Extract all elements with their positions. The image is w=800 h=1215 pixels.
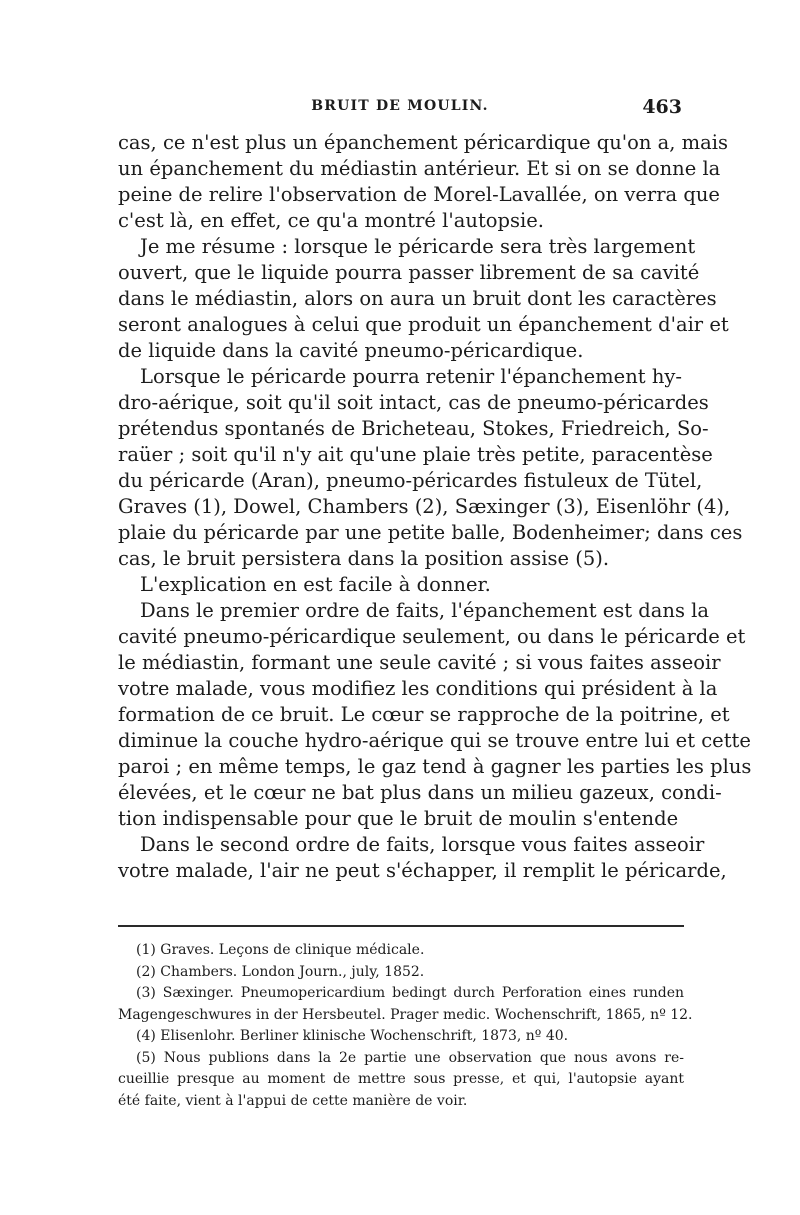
running-head: BRUIT DE MOULIN.	[311, 98, 489, 114]
text-line: cas, ce n'est plus un épanchement péricardique qu'on a, mais	[118, 131, 728, 154]
text-line: du péricarde (Aran), pneumo-péricardes fistuleux de Tütel,	[118, 469, 703, 492]
text-line: votre malade, l'air ne peut s'échapper, il remplit le péricarde,	[118, 859, 727, 882]
text-line: seront analogues à celui que produit un épanchement d'air et	[118, 313, 729, 336]
text-line: dro-aérique, soit qu'il soit intact, cas de pneumo-péricardes	[118, 391, 709, 414]
text-line: cas, le bruit persistera dans la position assise (5).	[118, 547, 610, 570]
main-text	[118, 130, 752, 884]
text-line: formation de ce bruit. Le cœur se rapproche de la poitrine, et	[118, 703, 730, 726]
footnote-line: (3) Sæxinger. Pneumopericardium bedingt durch Perforation eines runden	[136, 985, 684, 1001]
text-line: un épanchement du médiastin antérieur. Et si on se donne la	[118, 157, 721, 180]
text-line: paroi ; en même temps, le gaz tend à gagner les parties les plus	[118, 755, 752, 778]
text-line: c'est là, en effet, ce qu'a montré l'autopsie.	[118, 209, 544, 232]
text-line: Lorsque le péricarde pourra retenir l'épanchement hy-	[140, 365, 682, 388]
text-line: L'explication en est facile à donner.	[140, 573, 491, 596]
text-line: le médiastin, formant une seule cavité ; si vous faites asseoir	[118, 651, 721, 674]
footnote-line: Magengeschwures in der Hersbeutel. Prager medic. Wochenschrift, 1865, nº 12.	[118, 1006, 693, 1023]
footnote-line: (1) Graves. Leçons de clinique médicale.	[136, 942, 425, 958]
footnotes	[118, 940, 693, 1112]
text-line: ouvert, que le liquide pourra passer librement de sa cavité	[118, 261, 700, 284]
page-header	[118, 98, 682, 124]
footnote-line: cueillie presque au moment de mettre sous presse, et qui, l'autopsie ayant	[118, 1071, 684, 1087]
footnote-line: (5) Nous publions dans la 2e partie une observation que nous avons re-	[136, 1049, 684, 1066]
footnote-separator	[118, 925, 684, 927]
text-line: Dans le premier ordre de faits, l'épanchement est dans la	[140, 599, 710, 622]
text-line: cavité pneumo-péricardique seulement, ou dans le péricarde et	[118, 625, 746, 648]
text-line: prétendus spontanés de Bricheteau, Stokes, Friedreich, So-	[118, 417, 709, 440]
text-line: plaie du péricarde par une petite balle, Bodenheimer; dans ces	[118, 521, 743, 544]
footnote-line: été faite, vient à l'appui de cette manière de voir.	[118, 1092, 468, 1109]
text-line: raüer ; soit qu'il n'y ait qu'une plaie très petite, paracentèse	[118, 443, 713, 466]
footnote-line: (2) Chambers. London Journ., july, 1852.	[136, 963, 425, 980]
footnote-line: (4) Elisenlohr. Berliner klinische Wochenschrift, 1873, nº 40.	[136, 1028, 569, 1044]
text-line: Dans le second ordre de faits, lorsque vous faites asseoir	[140, 833, 705, 856]
text-line: diminue la couche hydro-aérique qui se trouve entre lui et cette	[118, 729, 751, 752]
text-line: votre malade, vous modifiez les conditions qui président à la	[118, 677, 718, 700]
text-line: tion indispensable pour que le bruit de moulin s'entende	[118, 807, 679, 830]
text-line: dans le médiastin, alors on aura un bruit dont les caractères	[118, 287, 717, 310]
text-line: peine de relire l'observation de Morel-Lavallée, on verra que	[118, 183, 720, 206]
text-line: élevées, et le cœur ne bat plus dans un milieu gazeux, condi-	[118, 781, 722, 804]
page-number: 463	[642, 96, 682, 118]
text-line: de liquide dans la cavité pneumo-péricardique.	[118, 339, 584, 362]
text-line: Je me résume : lorsque le péricarde sera très largement	[140, 235, 696, 258]
text-line: Graves (1), Dowel, Chambers (2), Sæxinger (3), Eisenlöhr (4),	[118, 495, 731, 518]
